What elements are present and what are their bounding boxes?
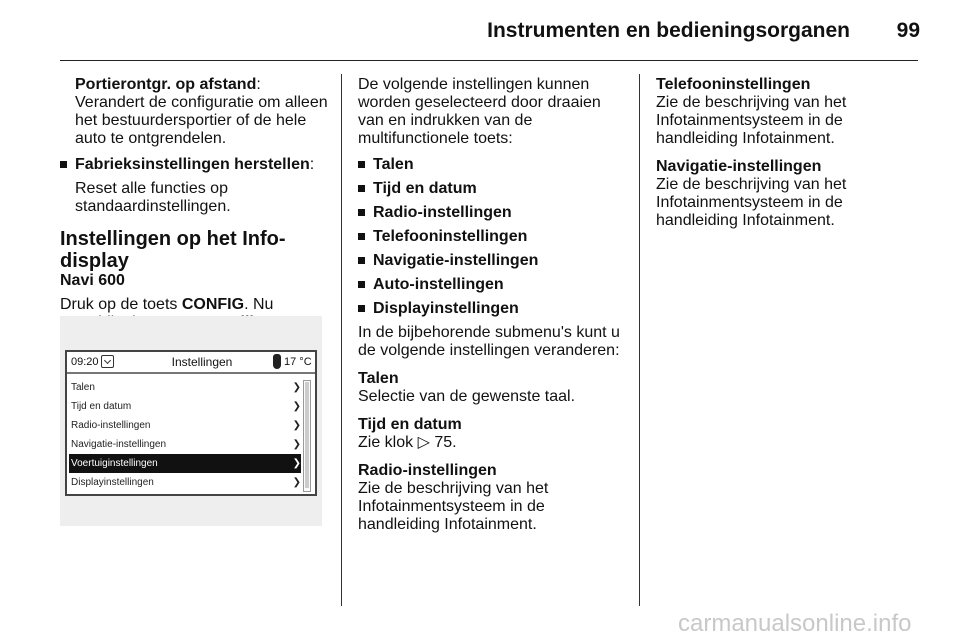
column-divider-1 — [341, 74, 342, 606]
config-key: CONFIG — [181, 296, 245, 313]
bullet-label: Navigatie-instellingen — [373, 252, 539, 269]
page-reference-icon: ▷ — [417, 434, 430, 451]
menu-item-label: Radio-instellingen — [71, 420, 151, 431]
factory-reset-desc: Reset alle functies op standaardinstellingen. — [75, 180, 231, 215]
submenu-paragraph: In de bijbehorende submenu's kunt u de volgende instellingen veranderen: — [358, 324, 620, 359]
radio-settings-heading: Radio-instellingen — [358, 462, 497, 479]
thermometer-icon — [273, 354, 281, 369]
settings-bullet — [358, 156, 626, 174]
page-header — [60, 18, 920, 60]
settings-screen-image — [60, 316, 322, 526]
column-3 — [656, 76, 924, 230]
bullet-label: Displayinstellingen — [373, 300, 519, 317]
menu-item-label: Voertuiginstellingen — [71, 458, 158, 469]
display-time: 09:20 — [71, 356, 99, 368]
settings-bullet — [358, 228, 626, 246]
remote-unlock-paragraph — [60, 76, 328, 148]
factory-reset-item — [60, 156, 328, 174]
nav-settings-block — [656, 158, 924, 230]
bullet-label: Talen — [373, 156, 414, 173]
info-display — [65, 350, 317, 496]
bullet-square-icon — [60, 161, 67, 168]
display-menu-item[interactable] — [69, 378, 301, 397]
languages-block — [358, 370, 626, 406]
chevron-right-icon: ❯ — [292, 458, 301, 469]
display-temperature: 17 °C — [284, 356, 312, 368]
radio-settings-block — [358, 462, 626, 534]
scrollbar-thumb[interactable] — [305, 382, 309, 488]
bullet-square-icon — [358, 185, 365, 192]
display-status-bar — [67, 352, 315, 374]
bullet-label: Tijd en datum — [373, 180, 477, 197]
display-menu-item[interactable] — [69, 473, 301, 492]
page-number: 99 — [896, 19, 920, 42]
column-divider-2 — [639, 74, 640, 606]
section-heading: Instellingen op het Info-display — [60, 228, 286, 272]
display-title: Instellingen — [171, 355, 233, 369]
time-date-ref-page: 75. — [434, 434, 457, 451]
settings-bullet — [358, 300, 626, 318]
display-menu-item-selected[interactable] — [69, 454, 301, 473]
bullet-label: Telefooninstellingen — [373, 228, 528, 245]
menu-item-label: Talen — [71, 382, 95, 393]
settings-bullet — [358, 276, 626, 294]
chevron-right-icon: ❯ — [292, 401, 301, 412]
settings-bullet — [358, 204, 626, 222]
nav-settings-heading: Navigatie-instellingen — [656, 158, 822, 175]
settings-bullet — [358, 180, 626, 198]
phone-settings-block — [656, 76, 924, 148]
remote-unlock-term: Portierontgr. op afstand — [75, 76, 257, 93]
column-2 — [358, 76, 626, 534]
menu-item-label: Displayinstellingen — [71, 477, 154, 488]
display-menu-list — [69, 378, 301, 492]
clock-check-icon — [101, 355, 114, 368]
display-scrollbar[interactable] — [303, 380, 311, 492]
bullet-square-icon — [358, 161, 365, 168]
factory-reset-term: Fabrieksinstellingen herstellen — [75, 156, 310, 173]
bullet-square-icon — [358, 281, 365, 288]
time-date-heading: Tijd en datum — [358, 416, 462, 433]
menu-item-label: Tijd en datum — [71, 401, 132, 412]
header-divider — [60, 60, 918, 61]
languages-heading: Talen — [358, 370, 399, 387]
time-date-text — [358, 434, 626, 452]
chevron-right-icon: ❯ — [292, 439, 301, 450]
radio-settings-text: Zie de beschrijving van het Infotainmentsysteem in de handleiding Infotainment. — [358, 480, 549, 533]
remote-unlock-desc: : Verandert de configuratie om alleen het bestuurdersportier of de hele auto te ontgrendelen. — [75, 76, 328, 147]
bullet-square-icon — [358, 233, 365, 240]
config-text-a: Druk op de toets — [60, 296, 182, 313]
bullet-label: Radio-instellingen — [373, 204, 512, 221]
bullet-square-icon — [358, 257, 365, 264]
time-date-ref-text: Zie klok — [358, 434, 418, 451]
display-menu-item[interactable] — [69, 397, 301, 416]
display-menu-item[interactable] — [69, 435, 301, 454]
intro-paragraph: De volgende instellingen kunnen worden geselecteerd door draaien van en indrukken van de multifunctionele toets: — [358, 76, 601, 147]
chevron-right-icon: ❯ — [292, 477, 301, 488]
time-date-block — [358, 416, 626, 452]
menu-item-label: Navigatie-instellingen — [71, 439, 167, 450]
bullet-label: Auto-instellingen — [373, 276, 504, 293]
languages-text: Selectie van de gewenste taal. — [358, 388, 576, 405]
phone-settings-heading: Telefooninstellingen — [656, 76, 811, 93]
bullet-square-icon — [358, 305, 365, 312]
page-title: Instrumenten en bedieningsorganen — [487, 19, 850, 42]
chevron-right-icon: ❯ — [292, 420, 301, 431]
column-1 — [60, 76, 328, 340]
phone-settings-text: Zie de beschrijving van het Infotainmentsysteem in de handleiding Infotainment. — [656, 94, 847, 147]
display-menu-item[interactable] — [69, 416, 301, 435]
settings-bullet — [358, 252, 626, 270]
config-text-c: . Nu — [244, 296, 274, 313]
chevron-right-icon: ❯ — [292, 382, 301, 393]
factory-reset-colon: : — [309, 156, 315, 173]
bullet-square-icon — [358, 209, 365, 216]
subsection-heading: Navi 600 — [60, 272, 125, 289]
nav-settings-text: Zie de beschrijving van het Infotainmentsysteem in de handleiding Infotainment. — [656, 176, 847, 229]
watermark: carmanualsonline.info — [678, 610, 912, 637]
